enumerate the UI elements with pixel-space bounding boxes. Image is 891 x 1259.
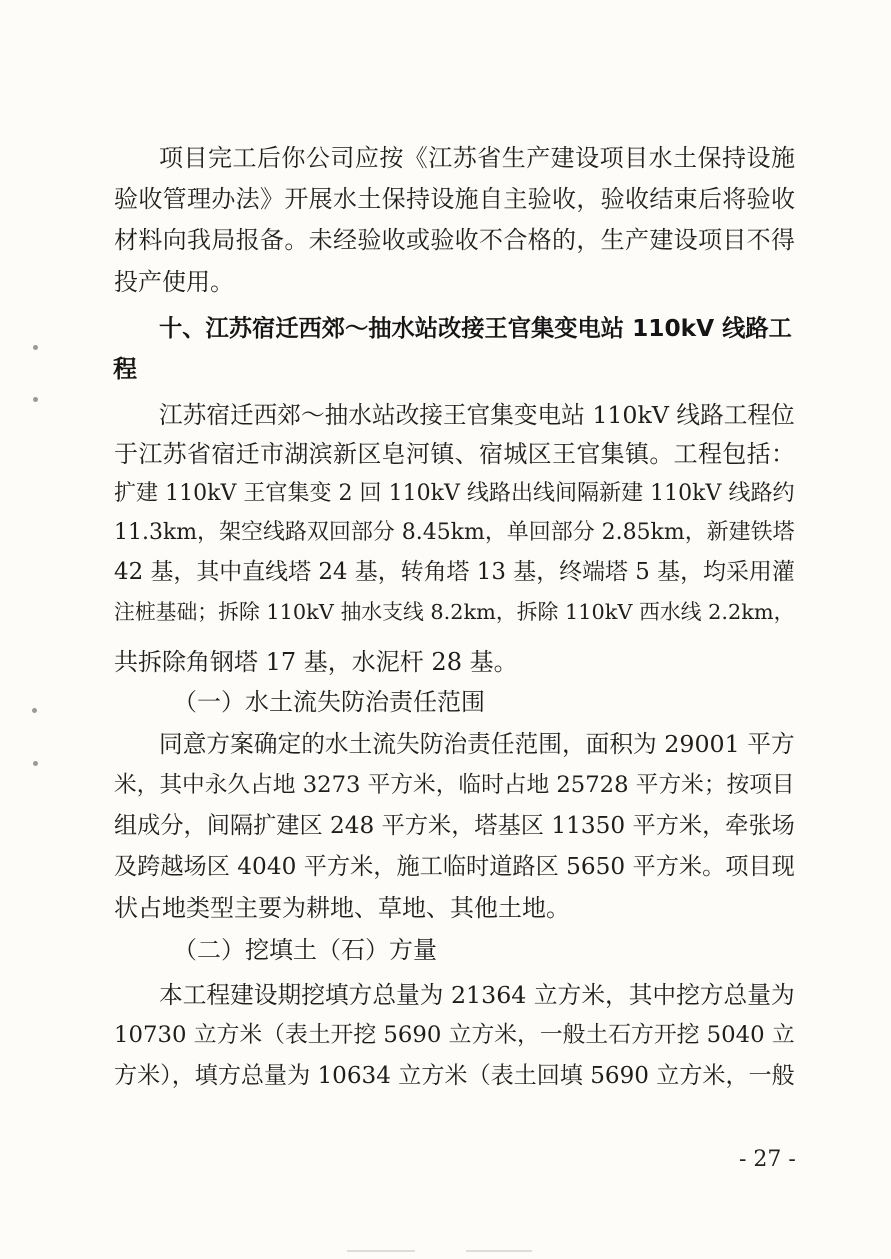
body-line: 共拆除角钢塔 17 基，水泥杆 28 基。 [114,648,518,676]
scan-dot [32,708,37,713]
body-line: 注桩基础；拆除 110kV 抽水支线 8.2km，拆除 110kV 西水线 2.2km， [114,600,795,624]
body-line: 江苏宿迁西郊～抽水站改接王官集变电站 110kV 线路工程位 [159,401,795,429]
body-line: 扩建 110kV 王官集变 2 回 110kV 线路出线间隔新建 110kV 线路约 [114,481,795,506]
scan-mark [347,1250,415,1252]
body-line: 状占地类型主要为耕地、草地、其他土地。 [114,894,570,922]
body-line: 本工程建设期挖填方总量为 21364 立方米，其中挖方总量为 [159,981,795,1009]
body-line: 10730 立方米（表土开挖 5690 立方米，一般土石方开挖 5040 立 [114,1022,795,1048]
body-line: 项目完工后你公司应按《江苏省生产建设项目水土保持设施 [159,144,796,172]
body-line: 于江苏省宿迁市湖滨新区皂河镇、宿城区王官集镇。工程包括： [114,440,796,468]
scan-mark [466,1250,532,1252]
section-heading: 十、江苏宿迁西郊～抽水站改接王官集变电站 110kV 线路工 [159,315,792,342]
body-line: 验收管理办法》开展水土保持设施自主验收，验收结束后将验收 [114,185,796,213]
scan-dot [33,397,38,402]
body-line: 11.3km，架空线路双回部分 8.45km，单回部分 2.85km，新建铁塔 [114,520,795,545]
subsection-heading: （二）挖填土（石）方量 [173,936,437,964]
body-line: 方米），填方总量为 10634 立方米（表土回填 5690 立方米，一般 [114,1063,795,1089]
subsection-heading: （一）水土流失防治责任范围 [173,688,485,716]
scan-dot [33,761,38,766]
body-line: 42 基，其中直线塔 24 基，转角塔 13 基，终端塔 5 基，均采用灌 [114,559,795,585]
scan-dot [33,345,38,350]
body-line: 材料向我局报备。未经验收或验收不合格的，生产建设项目不得 [114,226,796,254]
body-line: 米，其中永久占地 3273 平方米，临时占地 25728 平方米；按项目 [114,772,795,798]
body-line: 组成分，间隔扩建区 248 平方米，塔基区 11350 平方米，牵张场 [114,812,795,839]
body-line: 同意方案确定的水土流失防治责任范围，面积为 29001 平方 [159,730,795,758]
page-number: - 27 - [739,1147,796,1172]
body-line: 及跨越场区 4040 平方米，施工临时道路区 5650 平方米。项目现 [114,853,795,880]
body-line: 投产使用。 [114,268,234,296]
section-heading-continued: 程 [113,355,137,383]
